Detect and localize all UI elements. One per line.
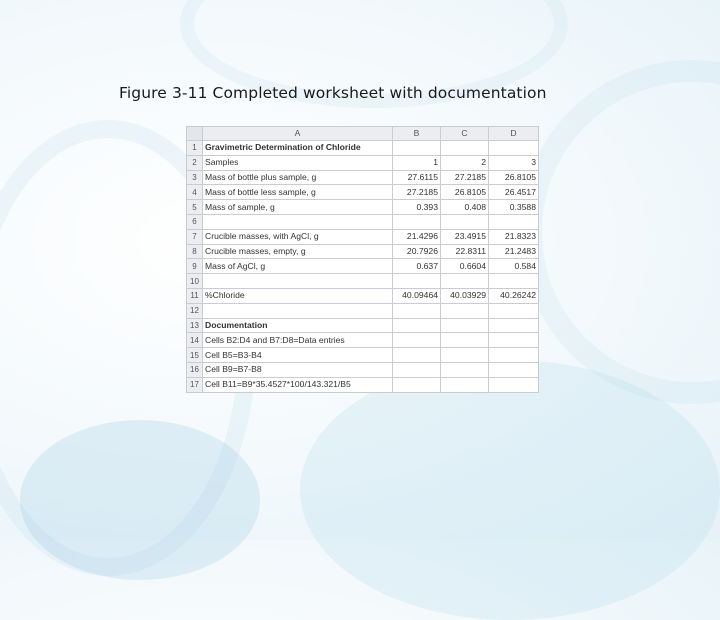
row-number[interactable]: 12 xyxy=(187,303,203,318)
row-number[interactable]: 14 xyxy=(187,333,203,348)
cell-d[interactable] xyxy=(489,318,539,333)
cell-c[interactable]: 26.8105 xyxy=(441,185,489,200)
cell-a[interactable]: Cells B2:D4 and B7:D8=Data entries xyxy=(203,333,393,348)
cell-a[interactable]: Documentation xyxy=(203,318,393,333)
figure-title: Figure 3-11 Completed worksheet with documentation xyxy=(119,84,547,102)
table-row xyxy=(187,244,539,259)
column-header-d[interactable]: D xyxy=(489,127,539,141)
row-number[interactable]: 7 xyxy=(187,229,203,244)
cell-c[interactable] xyxy=(441,274,489,289)
cell-c[interactable] xyxy=(441,214,489,229)
cell-a[interactable] xyxy=(203,274,393,289)
cell-c[interactable]: 27.2185 xyxy=(441,170,489,185)
cell-d[interactable] xyxy=(489,214,539,229)
cell-c[interactable] xyxy=(441,362,489,377)
cell-c[interactable] xyxy=(441,141,489,156)
column-header-row xyxy=(187,127,539,141)
cell-a[interactable]: Gravimetric Determination of Chloride xyxy=(203,141,393,156)
cell-a[interactable]: Mass of bottle plus sample, g xyxy=(203,170,393,185)
cell-d[interactable]: 3 xyxy=(489,155,539,170)
cell-a[interactable]: Samples xyxy=(203,155,393,170)
cell-b[interactable] xyxy=(393,274,441,289)
cell-b[interactable] xyxy=(393,318,441,333)
cell-b[interactable]: 1 xyxy=(393,155,441,170)
table-row xyxy=(187,288,539,303)
cell-c[interactable]: 40.03929 xyxy=(441,288,489,303)
row-number[interactable]: 6 xyxy=(187,214,203,229)
column-header-c[interactable]: C xyxy=(441,127,489,141)
cell-d[interactable]: 26.8105 xyxy=(489,170,539,185)
cell-b[interactable]: 21.4296 xyxy=(393,229,441,244)
row-number[interactable]: 10 xyxy=(187,274,203,289)
table-row xyxy=(187,141,539,156)
cell-a[interactable]: Cell B11=B9*35.4527*100/143.321/B5 xyxy=(203,377,393,392)
cell-d[interactable] xyxy=(489,274,539,289)
cell-d[interactable]: 0.3588 xyxy=(489,200,539,215)
cell-b[interactable] xyxy=(393,362,441,377)
cell-c[interactable]: 23.4915 xyxy=(441,229,489,244)
cell-c[interactable] xyxy=(441,333,489,348)
cell-c[interactable]: 0.6604 xyxy=(441,259,489,274)
cell-b[interactable]: 27.2185 xyxy=(393,185,441,200)
cell-c[interactable] xyxy=(441,377,489,392)
cell-d[interactable] xyxy=(489,377,539,392)
cell-b[interactable]: 0.637 xyxy=(393,259,441,274)
spreadsheet-worksheet xyxy=(186,126,539,393)
cell-a[interactable] xyxy=(203,214,393,229)
row-number[interactable]: 1 xyxy=(187,141,203,156)
table-row xyxy=(187,214,539,229)
cell-a[interactable]: Cell B5=B3-B4 xyxy=(203,348,393,363)
table-row xyxy=(187,155,539,170)
cell-c[interactable]: 2 xyxy=(441,155,489,170)
cell-d[interactable] xyxy=(489,348,539,363)
table-row xyxy=(187,170,539,185)
cell-b[interactable]: 40.09464 xyxy=(393,288,441,303)
cell-d[interactable]: 0.584 xyxy=(489,259,539,274)
cell-d[interactable]: 40.26242 xyxy=(489,288,539,303)
column-header-a[interactable]: A xyxy=(203,127,393,141)
cell-b[interactable]: 20.7926 xyxy=(393,244,441,259)
cell-a[interactable]: Crucible masses, with AgCl, g xyxy=(203,229,393,244)
cell-a[interactable]: Mass of sample, g xyxy=(203,200,393,215)
table-row xyxy=(187,185,539,200)
row-number[interactable]: 11 xyxy=(187,288,203,303)
cell-a[interactable] xyxy=(203,303,393,318)
cell-b[interactable] xyxy=(393,141,441,156)
cell-d[interactable]: 21.2483 xyxy=(489,244,539,259)
background-decoration xyxy=(300,360,720,620)
background-decoration xyxy=(20,420,260,580)
table-row xyxy=(187,333,539,348)
cell-a[interactable]: Mass of bottle less sample, g xyxy=(203,185,393,200)
cell-b[interactable] xyxy=(393,348,441,363)
cell-d[interactable] xyxy=(489,333,539,348)
table-row xyxy=(187,377,539,392)
row-number[interactable]: 3 xyxy=(187,170,203,185)
row-number[interactable]: 13 xyxy=(187,318,203,333)
row-number[interactable]: 9 xyxy=(187,259,203,274)
table-row xyxy=(187,274,539,289)
cell-a[interactable]: %Chloride xyxy=(203,288,393,303)
cell-b[interactable]: 27.6115 xyxy=(393,170,441,185)
row-number[interactable]: 15 xyxy=(187,348,203,363)
table-row xyxy=(187,318,539,333)
select-all-corner[interactable] xyxy=(187,127,203,141)
table-row xyxy=(187,362,539,377)
table-row xyxy=(187,348,539,363)
row-number[interactable]: 16 xyxy=(187,362,203,377)
row-number[interactable]: 17 xyxy=(187,377,203,392)
cell-c[interactable] xyxy=(441,318,489,333)
cell-c[interactable] xyxy=(441,303,489,318)
table-row xyxy=(187,200,539,215)
cell-b[interactable] xyxy=(393,303,441,318)
cell-d[interactable]: 21.8323 xyxy=(489,229,539,244)
row-number[interactable]: 8 xyxy=(187,244,203,259)
cell-b[interactable] xyxy=(393,377,441,392)
cell-c[interactable]: 22.8311 xyxy=(441,244,489,259)
row-number[interactable]: 2 xyxy=(187,155,203,170)
cell-b[interactable]: 0.393 xyxy=(393,200,441,215)
cell-d[interactable] xyxy=(489,362,539,377)
row-number[interactable]: 4 xyxy=(187,185,203,200)
table-row xyxy=(187,229,539,244)
cell-d[interactable] xyxy=(489,303,539,318)
table-row xyxy=(187,259,539,274)
row-number[interactable]: 5 xyxy=(187,200,203,215)
cell-c[interactable] xyxy=(441,348,489,363)
cell-b[interactable] xyxy=(393,333,441,348)
cell-a[interactable]: Mass of AgCl, g xyxy=(203,259,393,274)
cell-a[interactable]: Crucible masses, empty, g xyxy=(203,244,393,259)
cell-a[interactable]: Cell B9=B7-B8 xyxy=(203,362,393,377)
cell-b[interactable] xyxy=(393,214,441,229)
cell-c[interactable]: 0.408 xyxy=(441,200,489,215)
cell-d[interactable] xyxy=(489,141,539,156)
cell-d[interactable]: 26.4517 xyxy=(489,185,539,200)
column-header-b[interactable]: B xyxy=(393,127,441,141)
background-decoration xyxy=(520,60,720,404)
table-row xyxy=(187,303,539,318)
